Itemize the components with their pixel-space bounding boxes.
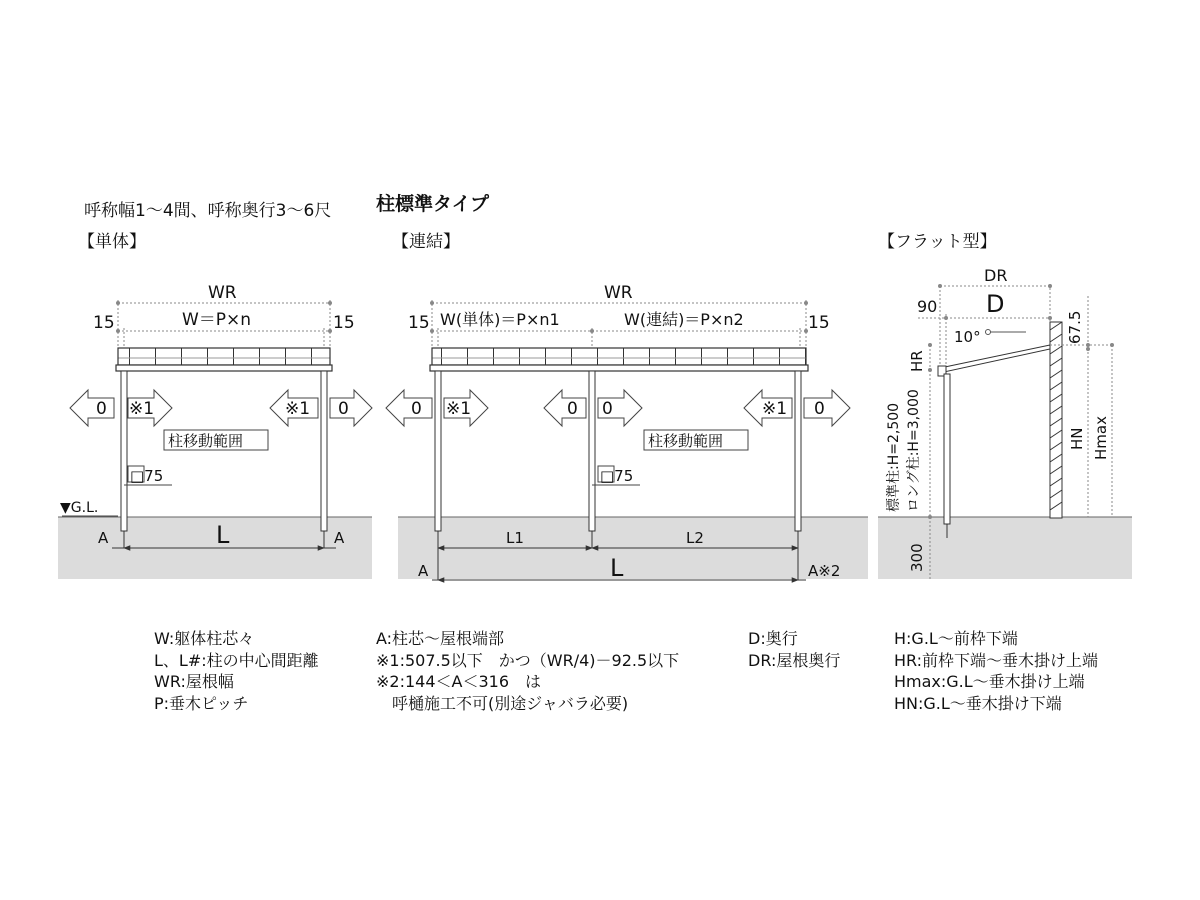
- header-range-text: 呼称幅1～4間、呼称奥行3～6尺: [84, 201, 332, 221]
- legend-col-1: [154, 628, 319, 714]
- label-w-single: W＝P×n: [182, 310, 252, 330]
- label-dr: DR: [984, 266, 1008, 285]
- label-a2: A※2: [808, 562, 841, 580]
- legend-item: 呼樋施工不可(別途ジャバラ必要): [376, 693, 629, 713]
- label-wr-linked: WR: [604, 283, 633, 303]
- legend-item: Hmax:G.L～垂木掛け上端: [894, 672, 1085, 691]
- label-zero: 0: [602, 399, 613, 419]
- legend-item: ※1:507.5以下 かつ（WR/4)－92.5以下: [376, 650, 680, 670]
- legend-item: HN:G.L～垂木掛け下端: [894, 693, 1062, 713]
- post-linked-mid: [589, 371, 595, 531]
- label-l1: L1: [506, 529, 524, 547]
- roof-linked: [432, 348, 806, 365]
- label-standard-post: 標準柱:H=2,500: [886, 402, 902, 512]
- label-l-linked: L: [610, 554, 624, 582]
- label-zero: 0: [338, 399, 349, 419]
- legend-item: DR:屋根奥行: [748, 650, 841, 670]
- label-note1: ※1: [285, 399, 311, 419]
- label-zero: 0: [96, 399, 107, 419]
- label-note1: ※1: [446, 399, 472, 419]
- label-wr-single: WR: [208, 283, 237, 303]
- label-15-right: 15: [808, 313, 830, 333]
- legend-col-2: [376, 628, 679, 714]
- label-l-single: L: [216, 521, 230, 549]
- label-range-single: 柱移動範囲: [168, 432, 244, 450]
- label-hn: HN: [1068, 427, 1086, 450]
- label-15-left: 15: [408, 313, 430, 333]
- label-offset: 67.5: [1066, 310, 1084, 344]
- label-d: D: [986, 290, 1005, 318]
- arrow-right-outer: [330, 390, 372, 426]
- legend-item: W:躯体柱芯々: [154, 629, 255, 648]
- section-title-single: 【単体】: [78, 232, 146, 252]
- label-angle: 10°: [954, 328, 981, 346]
- label-note1: ※1: [762, 399, 788, 419]
- label-a: A: [334, 529, 345, 547]
- label-l2: L2: [686, 529, 704, 547]
- section-title-flat: 【フラット型】: [878, 232, 997, 252]
- label-depth: 300: [908, 543, 926, 572]
- label-zero: 0: [411, 399, 422, 419]
- legend-item: D:奥行: [748, 629, 798, 648]
- arrow-left-outer: [70, 390, 114, 426]
- label-long-post: ロング柱:H=3,000: [906, 389, 922, 512]
- legend-item: HR:前枠下端～垂木掛け上端: [894, 650, 1099, 670]
- legend-col-4: [894, 628, 1098, 714]
- label-15-left: 15: [93, 313, 115, 333]
- post-flat: [944, 374, 950, 524]
- post-right: [321, 371, 327, 531]
- legend-item: H:G.L～前枠下端: [894, 629, 1018, 648]
- post-linked-right: [795, 371, 801, 531]
- label-a: A: [98, 529, 109, 547]
- legend-item: L、L#:柱の中心間距離: [154, 650, 319, 670]
- post-left: [121, 371, 127, 531]
- label-w-tan: W(単体)＝P×n1: [440, 310, 560, 329]
- legend-col-3: [748, 628, 840, 671]
- label-post-size: □75: [600, 467, 634, 485]
- label-90: 90: [917, 297, 938, 316]
- label-range-linked: 柱移動範囲: [648, 432, 724, 450]
- label-hr: HR: [908, 350, 926, 372]
- label-post-size: □75: [130, 467, 164, 485]
- label-gl: ▼G.L.: [60, 500, 99, 516]
- header-type-title: 柱標準タイプ: [376, 193, 490, 215]
- label-15-right: 15: [333, 313, 355, 333]
- legend-item: A:柱芯～屋根端部: [376, 629, 505, 648]
- legend-item: WR:屋根幅: [154, 672, 234, 691]
- wall: [1050, 322, 1062, 518]
- label-note1: ※1: [129, 399, 155, 419]
- label-a: A: [418, 562, 429, 580]
- linked-diagram: [386, 300, 868, 580]
- roof-single: [118, 348, 330, 365]
- post-linked-left: [435, 371, 441, 531]
- legend-item: ※2:144＜A＜316 は: [376, 672, 542, 691]
- legend-item: P:垂木ピッチ: [154, 693, 249, 713]
- roof-flat: [940, 345, 1050, 372]
- label-zero: 0: [814, 399, 825, 419]
- label-hmax: Hmax: [1092, 416, 1110, 460]
- label-w-ren: W(連結)＝P×n2: [624, 310, 744, 329]
- section-title-linked: 【連結】: [392, 232, 460, 252]
- label-zero: 0: [567, 399, 578, 419]
